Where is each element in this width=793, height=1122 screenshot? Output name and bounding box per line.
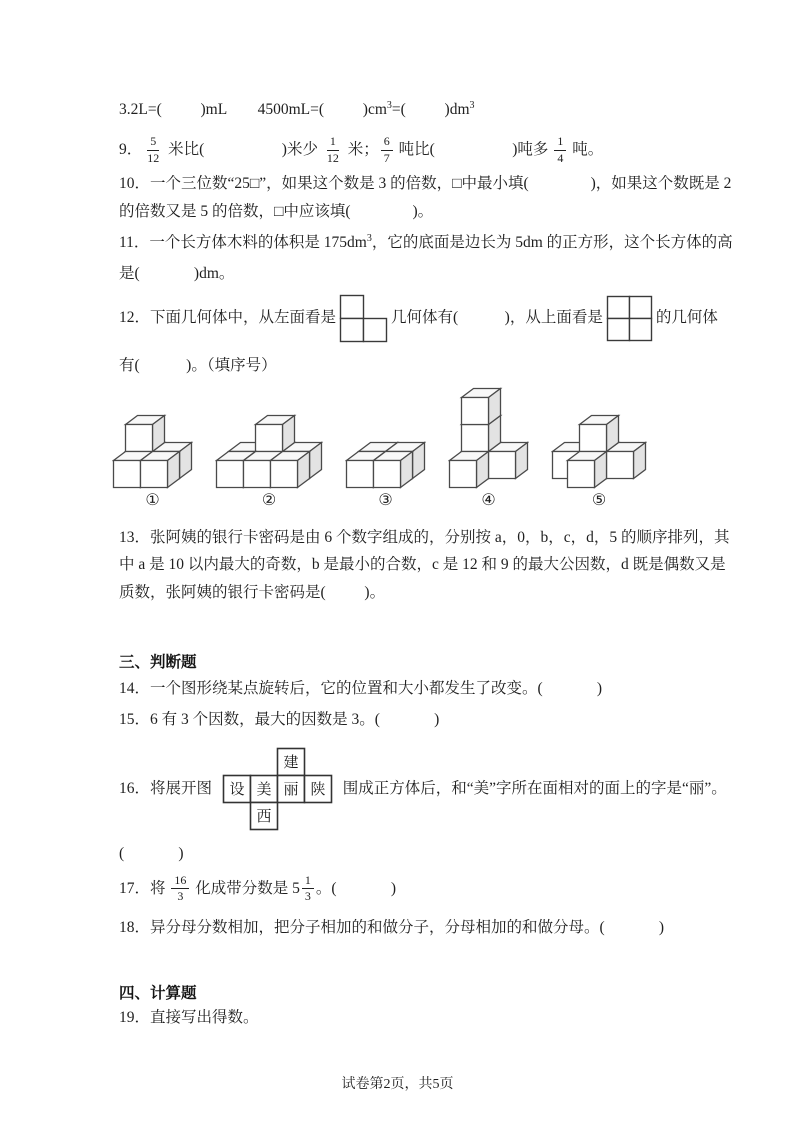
top-view-square-figure bbox=[606, 295, 653, 342]
text-run: 16．将展开图 bbox=[119, 779, 216, 797]
fraction-denominator: 12 bbox=[147, 150, 160, 165]
q10-line-2 bbox=[119, 201, 676, 223]
cube-figure-item bbox=[215, 414, 323, 509]
q9-line bbox=[119, 135, 676, 166]
figure-label: ① bbox=[145, 491, 160, 509]
figure-label: ⑤ bbox=[591, 491, 607, 509]
text-run: 化成带分数是 5 bbox=[191, 879, 300, 897]
fraction-numerator: 16 bbox=[171, 874, 189, 890]
fraction bbox=[381, 135, 393, 166]
text-run: 19．直接写出得数。 bbox=[119, 1009, 259, 1027]
text-run: 18．异分母分数相加，把分子相加的和做分子，分母相加的和做分母。( ) bbox=[119, 919, 665, 937]
fraction-denominator: 3 bbox=[304, 889, 311, 904]
figure-label: ③ bbox=[378, 491, 393, 509]
text-run: 13．张阿姨的银行卡密码是由 6 个数字组成的，分别按 a，0，b，c，d，5 的顺序排列，其 bbox=[119, 528, 730, 546]
q12-line-1 bbox=[119, 294, 718, 343]
text-run: 9． bbox=[119, 141, 143, 159]
fraction-denominator: 3 bbox=[177, 889, 184, 904]
text-run: 11．一个长方体木料的体积是 175dm bbox=[119, 233, 367, 251]
cube-figure-4 bbox=[448, 387, 529, 489]
net-cell-label: 西 bbox=[256, 808, 272, 825]
fraction bbox=[324, 135, 342, 166]
q16-answer-line bbox=[119, 843, 676, 865]
cube-figure-item bbox=[345, 441, 426, 509]
text-run: 17．将 bbox=[119, 879, 170, 897]
text-run: 。( ) bbox=[315, 879, 396, 897]
text-run: ( ) bbox=[119, 844, 184, 862]
fraction-numerator: 1 bbox=[327, 135, 339, 151]
text-run: 四、计算题 bbox=[119, 985, 197, 1003]
fraction bbox=[171, 874, 189, 905]
text-run: 质数，张阿姨的银行卡密码是( )。 bbox=[119, 583, 386, 601]
text-run: 吨比( )吨多 bbox=[394, 141, 553, 159]
text-run: 吨。 bbox=[568, 141, 604, 159]
q12-line-2 bbox=[119, 355, 676, 377]
text-run: 是( )dm。 bbox=[119, 264, 235, 282]
q18-line bbox=[119, 917, 676, 939]
section-3-header bbox=[119, 652, 676, 674]
cube-net-figure bbox=[222, 747, 333, 831]
text-run: 有( )。（填序号） bbox=[119, 356, 277, 374]
fraction-denominator: 7 bbox=[383, 150, 390, 165]
cube-figure-1 bbox=[112, 414, 193, 489]
text-run: ，它的底面是边长为 5dm 的正方形，这个长方体的高 bbox=[371, 233, 733, 251]
text-run: 试卷第2页，共5页 bbox=[341, 1077, 454, 1093]
net-cell-label: 陕 bbox=[310, 781, 326, 798]
q10-line-1 bbox=[119, 173, 732, 195]
q8-unit-conversion-line bbox=[119, 99, 676, 121]
text-run: 的几何体 bbox=[655, 309, 718, 327]
cube-figure-2 bbox=[215, 414, 323, 489]
fraction bbox=[302, 874, 314, 905]
q11-line-2 bbox=[119, 263, 676, 285]
text-run: 围成正方体后，和“美”字所在面相对的面上的字是“丽”。 bbox=[338, 779, 727, 797]
superscript: 3 bbox=[386, 100, 392, 111]
cube-figure-item bbox=[448, 387, 529, 509]
text-run: 10．一个三位数“25□”，如果这个数是 3 的倍数，□中最小填( )，如果这个数既是 2 bbox=[119, 174, 732, 192]
fraction bbox=[554, 135, 566, 166]
cube-figure-5 bbox=[551, 414, 647, 489]
figure-label: ④ bbox=[481, 491, 496, 509]
cube-figure-item bbox=[551, 414, 647, 509]
superscript: 3 bbox=[366, 232, 372, 244]
q13-line-3 bbox=[119, 582, 676, 604]
fraction-numerator: 5 bbox=[147, 135, 159, 151]
text-run: 三、判断题 bbox=[119, 653, 197, 671]
fraction-numerator: 1 bbox=[302, 874, 314, 890]
text-run: 14．一个图形绕某点旋转后，它的位置和大小都发生了改变。( ) bbox=[119, 679, 603, 697]
fraction-numerator: 1 bbox=[554, 135, 566, 151]
q15-line bbox=[119, 709, 676, 731]
q11-line-1 bbox=[119, 232, 733, 254]
fraction-denominator: 12 bbox=[326, 150, 339, 165]
fraction bbox=[144, 135, 162, 166]
cube-figure-3 bbox=[345, 441, 426, 489]
q13-line-2 bbox=[119, 554, 726, 576]
q13-line-1 bbox=[119, 527, 730, 549]
page-footer bbox=[119, 1074, 676, 1096]
q16-line bbox=[119, 747, 727, 831]
left-view-shape-figure bbox=[339, 294, 388, 343]
net-cell-label: 丽 bbox=[283, 781, 299, 798]
superscript: 3 bbox=[469, 100, 475, 111]
text-run: 12．下面几何体中，从左面看是 bbox=[119, 309, 337, 327]
q17-line bbox=[119, 874, 676, 905]
q19-line bbox=[119, 1007, 676, 1029]
net-cell-label: 建 bbox=[283, 754, 299, 771]
net-cell-label: 美 bbox=[256, 781, 272, 798]
figure-label: ② bbox=[261, 491, 277, 509]
text-run: 15．6 有 3 个因数，最大的因数是 3。( ) bbox=[119, 710, 440, 728]
text-run: 米比( )米少 bbox=[164, 141, 322, 159]
net-cell-label: 设 bbox=[229, 781, 245, 798]
section-4-header bbox=[119, 983, 676, 1005]
text-run: 几何体有( )，从上面看是 bbox=[391, 309, 603, 327]
text-run: 中 a 是 10 以内最大的奇数，b 是最小的合数，c 是 12 和 9 的最大公因数，d 既是偶数又是 bbox=[119, 555, 726, 573]
cube-figure-item bbox=[112, 414, 193, 509]
cube-figures-row bbox=[112, 387, 676, 509]
text-run: 3.2L=( )mL 4500mL=( )cm bbox=[119, 101, 387, 118]
fraction-numerator: 6 bbox=[381, 135, 393, 151]
fraction-denominator: 4 bbox=[557, 150, 564, 165]
q14-line bbox=[119, 678, 676, 700]
text-run: 的倍数又是 5 的倍数，□中应该填( )。 bbox=[119, 202, 434, 220]
exam-body bbox=[119, 99, 733, 1096]
text-run: =( )dm bbox=[391, 101, 470, 118]
text-run: 米； bbox=[343, 141, 379, 159]
